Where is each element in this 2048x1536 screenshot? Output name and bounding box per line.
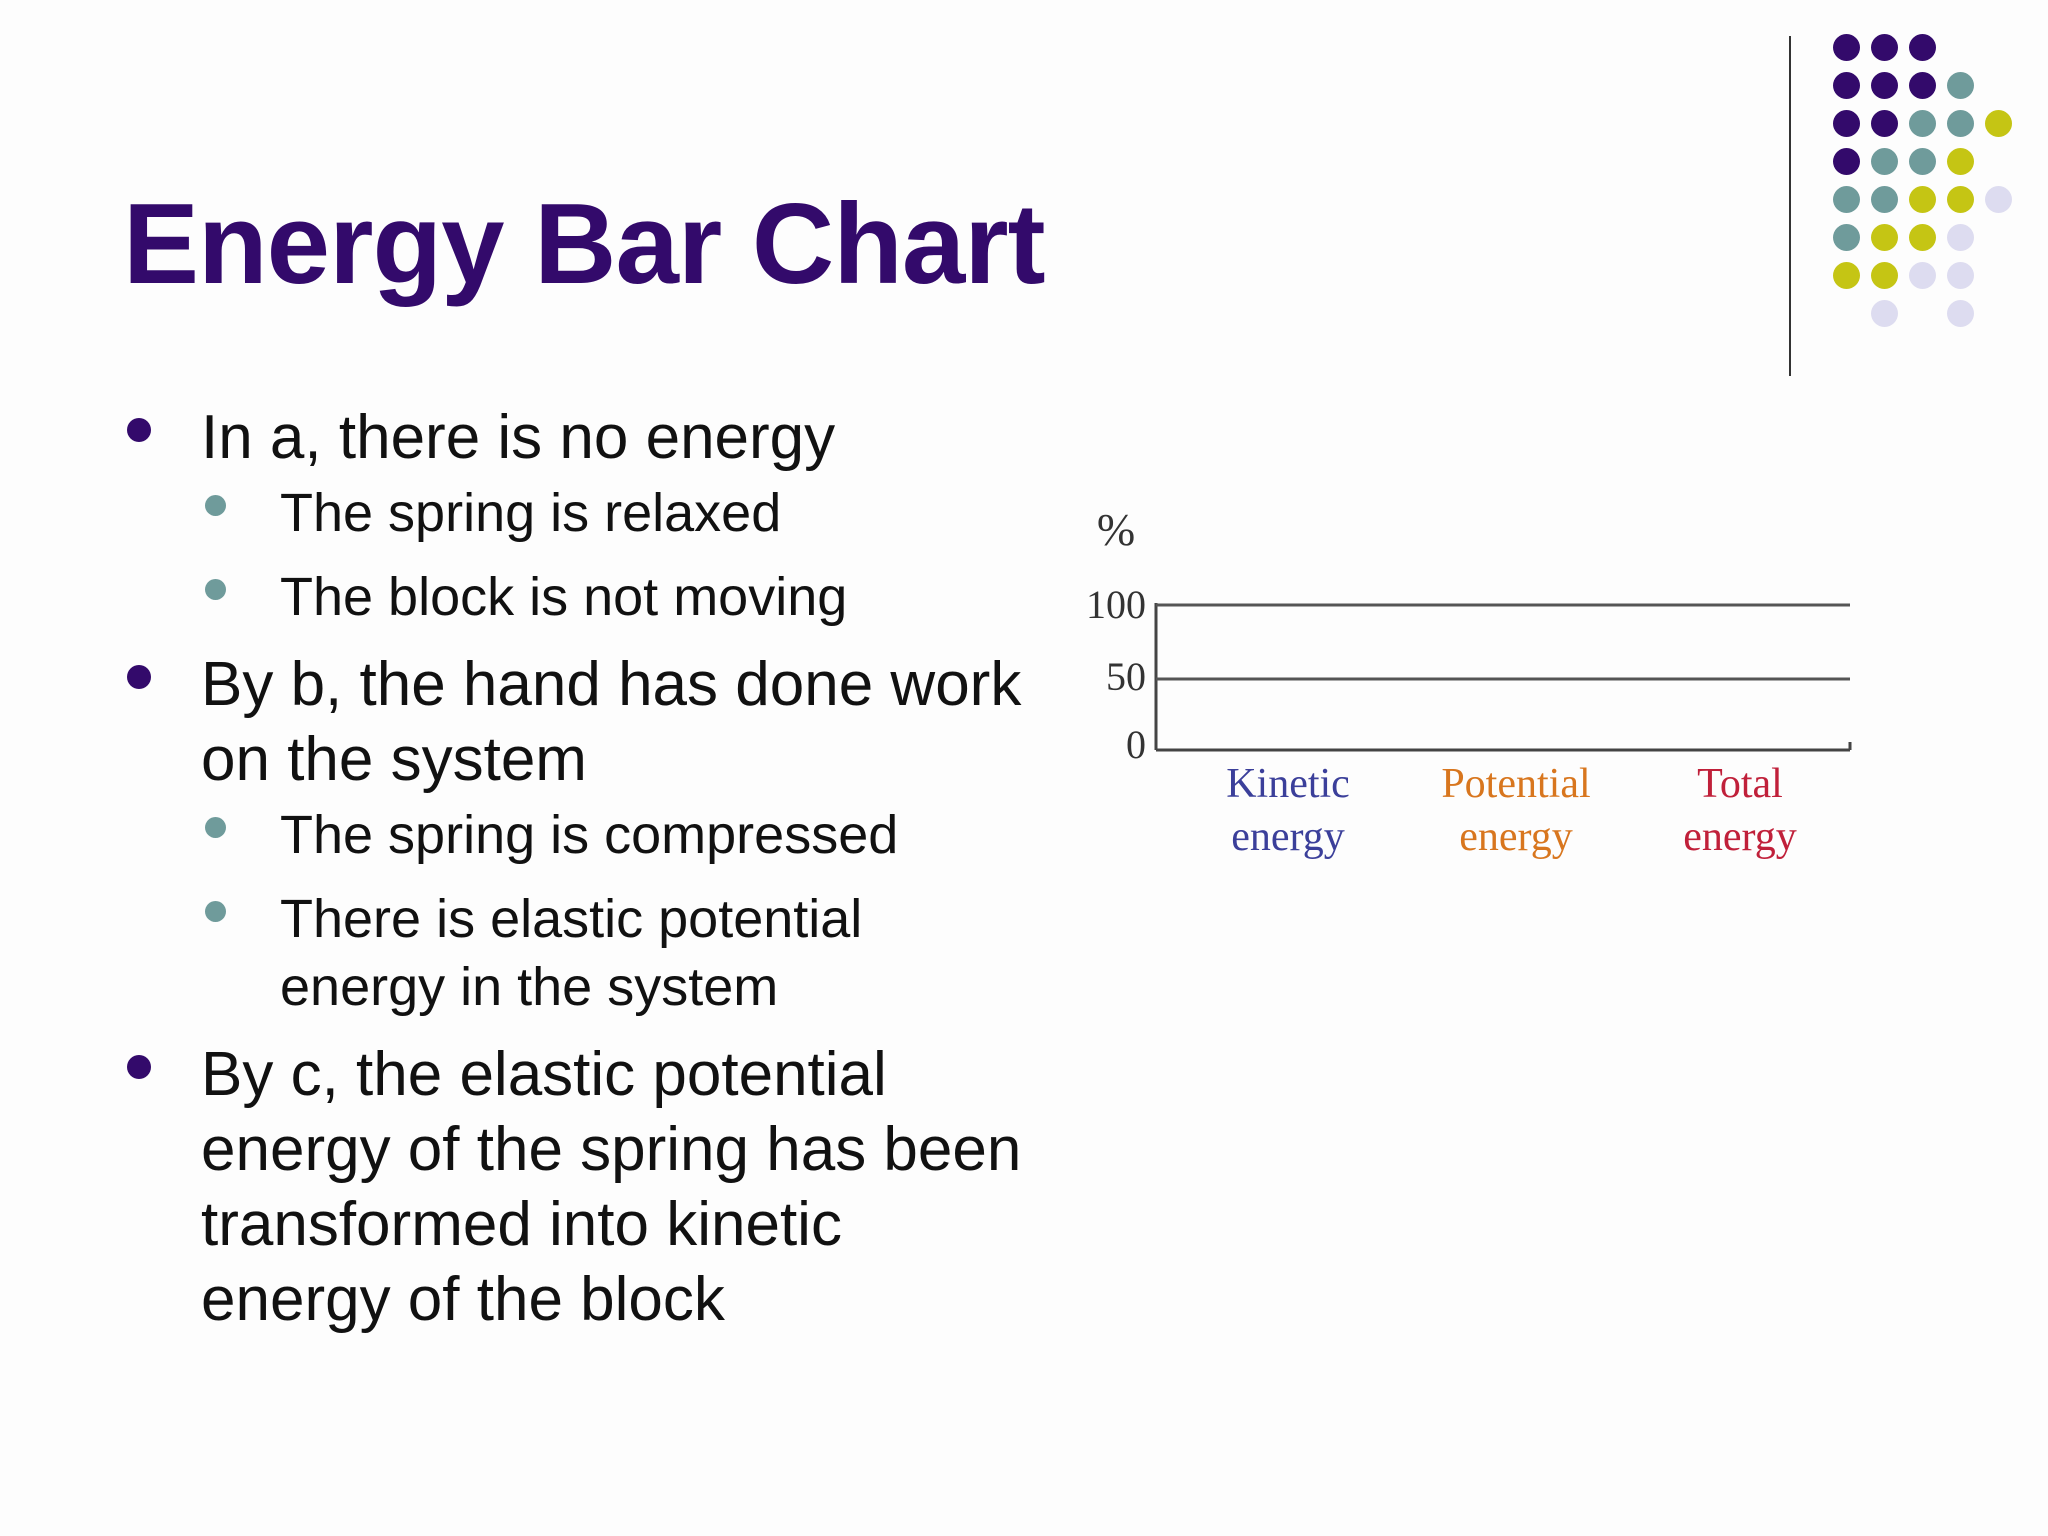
decorative-dot [1909,186,1936,213]
y-tick-label: 50 [1106,654,1146,699]
y-tick-label: 100 [1086,582,1146,627]
decorative-dot [1909,34,1936,61]
category-label-kinetic: Kinetic [1226,761,1350,807]
bullet-level1: In a, there is no energy [123,400,1023,475]
decorative-dot [1833,34,1860,61]
bullet-level2: The spring is compressed [123,801,1023,869]
decorative-dot [1871,72,1898,99]
category-label-total-line2: energy [1683,814,1797,860]
y-tick-label: 0 [1126,722,1146,767]
decorative-dot [1947,148,1974,175]
slide-title: Energy Bar Chart [123,181,1045,308]
decorative-dot [1871,34,1898,61]
decorative-dot [1871,110,1898,137]
decorative-dot [1833,110,1860,137]
chart-ylabel: % [1096,504,1136,555]
category-label-total: Total [1697,761,1783,807]
energy-bar-chart [1060,500,1860,900]
decorative-dot [1833,224,1860,251]
decorative-dot [1947,262,1974,289]
decorative-dot [1909,148,1936,175]
decorative-dot [1833,72,1860,99]
decorative-dot [1985,110,2012,137]
decorative-dot [1947,186,1974,213]
decorative-dot [1909,110,1936,137]
decorative-dot [1947,72,1974,99]
decorative-dot [1871,262,1898,289]
decorative-dot [1871,300,1898,327]
decorative-dot [1909,224,1936,251]
decorative-dot [1833,186,1860,213]
decorative-dot [1871,186,1898,213]
decorative-dot [1871,224,1898,251]
category-label-potential-line2: energy [1459,814,1573,860]
bullet-list [123,400,1023,1341]
decorative-dot [1909,72,1936,99]
bullet-level2: The block is not moving [123,563,1023,631]
bullet-level1: By c, the elastic potential energy of the spring has been transformed into kinetic energy of the block [123,1037,1023,1337]
category-label-potential: Potential [1441,761,1591,807]
decorative-dot [1909,262,1936,289]
decorative-dot [1947,300,1974,327]
decorative-dot [1947,224,1974,251]
decorative-dot [1833,262,1860,289]
bullet-level1: By b, the hand has done work on the system [123,647,1023,797]
decorative-dot [1985,186,2012,213]
decorative-dot [1833,148,1860,175]
decorative-dot [1871,148,1898,175]
decorative-dot [1947,110,1974,137]
bullet-level2: There is elastic potential energy in the system [123,885,1023,1021]
bullet-level2: The spring is relaxed [123,479,1023,547]
title-divider-line [1789,36,1791,376]
category-label-kinetic-line2: energy [1231,814,1345,860]
